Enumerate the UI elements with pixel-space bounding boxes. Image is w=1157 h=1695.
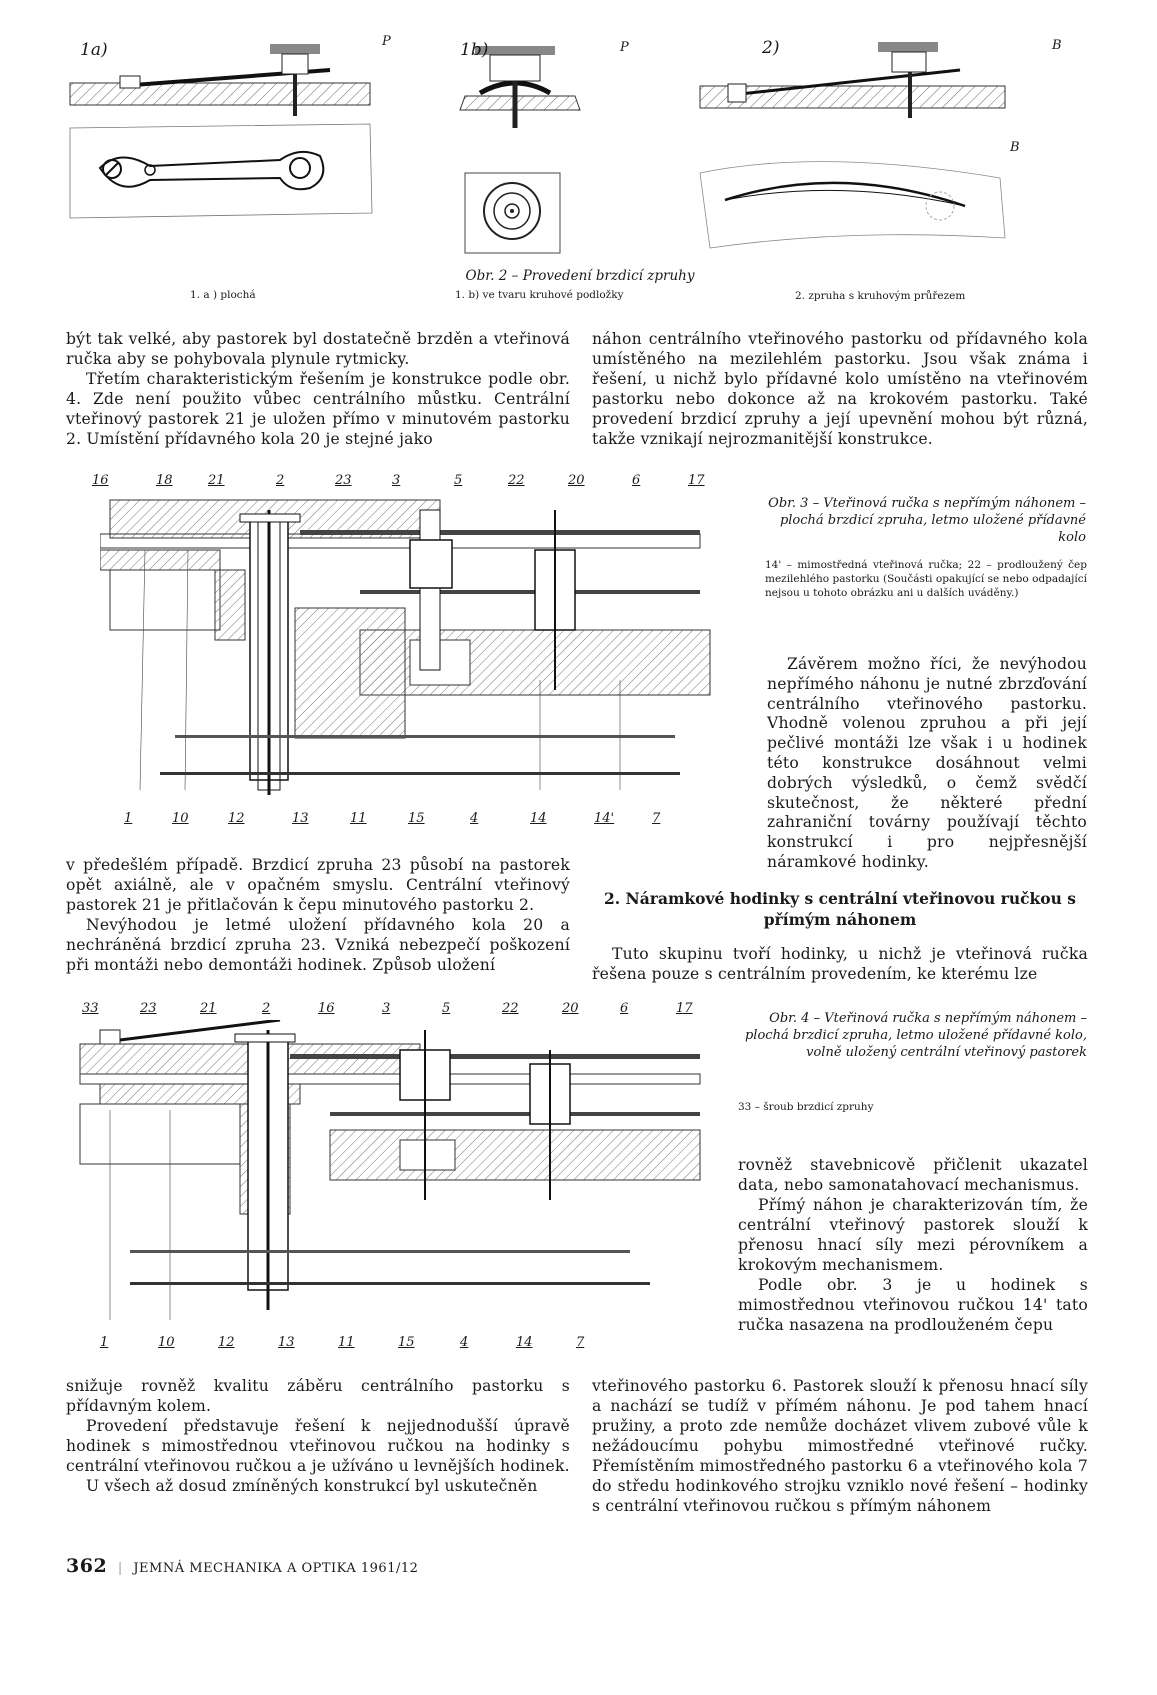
paragraph: Závěrem možno říci, že nevýhodou nepřímého náhonu je nutné zbrzďování centrálního vteřinového pastorku. Vhodně volenou zpruhou a při její pečlivé montáži lze však i u hodinek této konstrukce dosáhnout velmi dobrých výsledků, o čemž svědčí skutečnost, že některé přední zahraniční továrny používají těchto konstrukcí i pro nejpřesnější náramkové hodinky.: [767, 655, 1087, 871]
footer-divider: |: [117, 1561, 123, 1576]
paragraph: Provedení představuje řešení k nejjednodušší úpravě hodinek s mimostřednou vteřinovou ručkou na hodinky s centrální vteřinovou ručkou a je užíváno u levnějších hodinek.: [66, 1417, 570, 1475]
fig3-number: 4: [470, 811, 479, 826]
fig3-number: 17: [688, 473, 705, 488]
fig3-number: 15: [408, 811, 425, 826]
fig2-b-label: B: [1010, 140, 1020, 155]
fig4-number: 11: [338, 1335, 355, 1350]
figure-2-svg: [60, 28, 1090, 268]
fig3-number: 14: [530, 811, 547, 826]
fig4-number: 10: [158, 1335, 175, 1350]
fig4-caption: Obr. 4 – Vteřinová ručka s nepřímým náhonem – plochá brzdicí zpruha, letmo uložené přídavné kolo, volně uložený centrální vteřinový pastorek: [744, 1011, 1087, 1060]
text-column-bottom-right: [592, 1376, 1088, 1516]
fig2-label-c: 2): [762, 38, 780, 58]
fig3-number: 18: [156, 473, 173, 488]
paragraph: snižuje rovněž kvalitu záběru centrálního pastorku s přídavným kolem.: [66, 1377, 570, 1415]
text-column-mid-right: [767, 655, 1087, 873]
fig3-number: 16: [92, 473, 109, 488]
fig4-number: 4: [460, 1335, 469, 1350]
fig4-number: 2: [262, 1001, 271, 1016]
figure-3-drawing: [100, 490, 720, 820]
text-column-bottom-left: [66, 1376, 570, 1496]
fig3-number: 10: [172, 811, 189, 826]
fig4-number: 15: [398, 1335, 415, 1350]
fig4-number: 22: [502, 1001, 519, 1016]
text-column-top-left: [66, 329, 570, 449]
fig2-p-label: P: [620, 40, 629, 55]
fig2-sub-b: 1. b) ve tvaru kruhové podložky: [455, 289, 624, 301]
fig2-p-label: P: [382, 34, 391, 49]
text-column-mid-left: [66, 855, 570, 975]
fig2-b-label: B: [1052, 38, 1062, 53]
fig2-label-b: 1b): [460, 40, 489, 60]
figure-3-svg: [100, 490, 720, 820]
fig3-number: 6: [632, 473, 641, 488]
fig3-number: 21: [208, 473, 225, 488]
fig4-number: 6: [620, 1001, 629, 1016]
fig4-number: 16: [318, 1001, 335, 1016]
fig2-sub-a: 1. a ) plochá: [190, 289, 256, 301]
text-column-top-right: [592, 329, 1088, 449]
fig4-number: 13: [278, 1335, 295, 1350]
fig3-number: 23: [335, 473, 352, 488]
fig4-number: 17: [676, 1001, 693, 1016]
fig3-number: 11: [350, 811, 367, 826]
paragraph: být tak velké, aby pastorek byl dostatečně brzděn a vteřinová ručka aby se pohybovala plynule rytmicky.: [66, 330, 570, 368]
text-section-intro: [592, 944, 1088, 984]
fig2-label-a: 1a): [80, 40, 108, 60]
fig4-number: 20: [562, 1001, 579, 1016]
fig4-number: 23: [140, 1001, 157, 1016]
fig3-caption: Obr. 3 – Vteřinová ručka s nepřímým náhonem – plochá brzdicí zpruha, letmo uložené přídavné kolo: [768, 496, 1086, 545]
paragraph: Přímý náhon je charakterizován tím, že centrální vteřinový pastorek slouží k přenosu hnací síly mezi pérovníkem a krokovým mechanismem.: [738, 1196, 1088, 1274]
fig3-number: 12: [228, 811, 245, 826]
fig3-number: 7: [652, 811, 661, 826]
figure-4-svg: [70, 1020, 710, 1340]
fig4-number: 1: [100, 1335, 109, 1350]
fig2-caption: Obr. 2 – Provedení brzdicí zpruhy: [465, 268, 695, 284]
fig3-number: 2: [276, 473, 285, 488]
fig3-number: 3: [392, 473, 401, 488]
figure-2-drawing: [60, 28, 1090, 268]
fig3-note: 14' – mimostředná vteřinová ručka; 22 – prodloužený čep mezilehlého pastorku (Součásti opakující se nebo odpadající nejsou u tohoto obrázku ani u dalších uváděny.): [765, 559, 1087, 599]
fig3-number: 22: [508, 473, 525, 488]
paragraph: Podle obr. 3 je u hodinek s mimostřednou vteřinovou ručkou 14' tato ručka nasazena na prodlouženém čepu: [738, 1276, 1088, 1334]
paragraph: Třetím charakteristickým řešením je konstrukce podle obr. 4. Zde není použito vůbec centrálního můstku. Centrální vteřinový pastorek 21 je uložen přímo v minutovém pastorku 2. Umístění přídavného kola 20 je stejné jako: [66, 370, 570, 448]
paragraph: rovněž stavebnicově přičlenit ukazatel data, nebo samonatahovací mechanismus.: [738, 1156, 1088, 1194]
journal-name: JEMNÁ MECHANIKA A OPTIKA 1961/12: [133, 1561, 419, 1576]
paragraph: Tuto skupinu tvoří hodinky, u nichž je vteřinová ručka řešena pouze s centrálním provedením, ke kterému lze: [592, 945, 1088, 983]
section-heading: 2. Náramkové hodinky s centrální vteřinovou ručkou s přímým náhonem: [603, 889, 1077, 929]
paragraph: vteřinového pastorku 6. Pastorek slouží k přenosu hnací síly a nachází se tudíž v přímém náhonu. Je pod tahem hnací pružiny, a proto zde nemůže docházet vlivem zubové vůle k nežádoucímu pohybu mimostředné vteřinové ručky. Přemístěním mimostředného pastorku 6 a vteřinového kola 7 do středu hodinkového strojku vzniklo nové řešení – hodinky s centrální vteřinovou ručkou s přímým náhonem: [592, 1377, 1088, 1515]
fig2-sub-c: 2. zpruha s kruhovým průřezem: [795, 290, 966, 302]
fig3-number: 5: [454, 473, 463, 488]
fig4-number: 5: [442, 1001, 451, 1016]
paragraph: v předešlém případě. Brzdicí zpruha 23 působí na pastorek opět axiálně, ale v opačném smyslu. Centrální vteřinový pastorek 21 je přitlačován k čepu minutového pastorku 2.: [66, 856, 570, 914]
fig4-number: 7: [576, 1335, 585, 1350]
fig3-number: 13: [292, 811, 309, 826]
fig3-number: 20: [568, 473, 585, 488]
fig4-number: 33: [82, 1001, 99, 1016]
text-column-fig4-right: [738, 1155, 1088, 1335]
fig4-number: 14: [516, 1335, 533, 1350]
fig3-number: 1: [124, 811, 133, 826]
figure-4-drawing: [70, 1020, 710, 1340]
paragraph: U všech až dosud zmíněných konstrukcí byl uskutečněn: [86, 1477, 538, 1495]
fig4-note: 33 – šroub brzdicí zpruhy: [738, 1101, 874, 1113]
paragraph: Nevýhodou je letmé uložení přídavného kola 20 a nechráněná brzdicí zpruha 23. Vzniká nebezpečí poškození při montáži nebo demontáži hodinek. Způsob uložení: [66, 916, 570, 974]
fig4-number: 3: [382, 1001, 391, 1016]
page-number: 362: [66, 1555, 108, 1577]
fig4-number: 12: [218, 1335, 235, 1350]
fig4-number: 21: [200, 1001, 217, 1016]
paragraph: náhon centrálního vteřinového pastorku od přídavného kola umístěného na mezilehlém pastorku. Jsou však známa i řešení, u nichž bylo přídavné kolo umístěno na vteřinovém pastorku nebo dokonce až na krokovém pastorku. Také provedení brzdicí zpruhy a její upevnění mohou být různá, takže vznikají nejrozmanitější konstrukce.: [592, 330, 1088, 448]
page-footer: [66, 1555, 418, 1577]
fig3-number: 14': [594, 811, 615, 826]
